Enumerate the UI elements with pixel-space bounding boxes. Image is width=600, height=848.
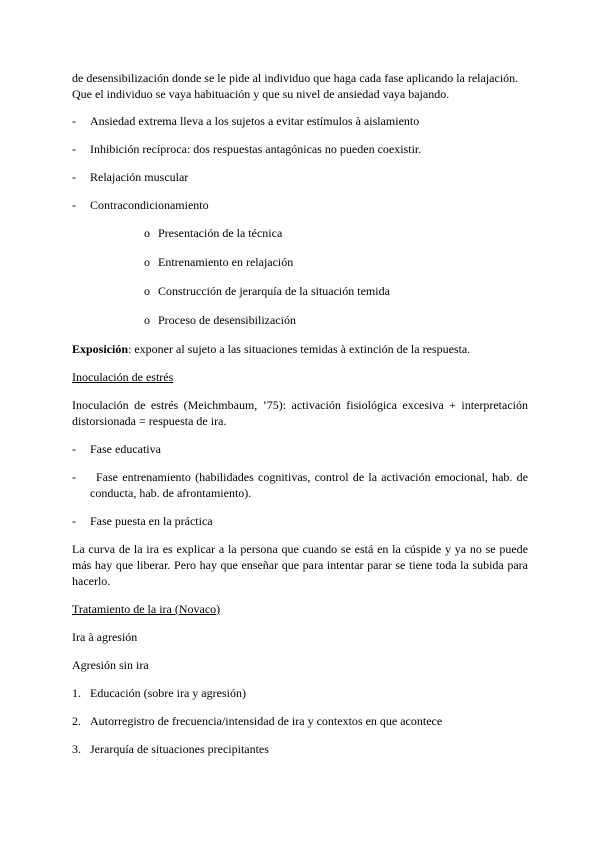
bullet-item bbox=[72, 169, 528, 185]
bullet-dash: - bbox=[72, 142, 76, 156]
bullet-text: Fase puesta en la práctica bbox=[90, 514, 213, 528]
inoculacion-paragraph: Inoculación de estrés (Meichmbaum, ’75): activación fisiológica excesiva + interpretación distorsionada = respuesta de ira. bbox=[72, 398, 528, 428]
bullet-item bbox=[72, 113, 528, 129]
exposicion-paragraph bbox=[72, 341, 528, 357]
bullet-text: Ansiedad extrema lleva a los sujetos a evitar estímulos à aislamiento bbox=[90, 114, 420, 128]
sub-list-item bbox=[72, 225, 528, 241]
section-heading-tratamiento: Tratamiento de la ira (Novaco) bbox=[72, 602, 221, 616]
bullet-item bbox=[72, 441, 528, 457]
item-text: Autorregistro de frecuencia/intensidad de ira y contextos en que acontece bbox=[90, 714, 443, 728]
agresion-sin-ira-line: Agresión sin ira bbox=[72, 658, 149, 672]
numbered-item bbox=[72, 685, 528, 701]
exposicion-term: Exposición bbox=[72, 342, 129, 356]
bullet-text: Contracondicionamiento bbox=[90, 198, 209, 212]
numbered-item bbox=[72, 741, 528, 757]
bullet-dash: - bbox=[72, 442, 76, 456]
sub-text: Construcción de jerarquía de la situación temida bbox=[158, 284, 390, 298]
exposicion-text: : exponer al sujeto a las situaciones temidas à extinción de la respuesta. bbox=[128, 342, 471, 356]
sub-text: Entrenamiento en relajación bbox=[158, 255, 294, 269]
bullet-dash: - bbox=[72, 514, 76, 528]
section-heading-inoculacion: Inoculación de estrés bbox=[72, 370, 174, 384]
item-number: 3. bbox=[72, 742, 81, 756]
bullet-dash: - bbox=[72, 470, 76, 484]
document-page bbox=[72, 70, 528, 769]
curva-paragraph: La curva de la ira es explicar a la persona que cuando se está en la cúspide y ya no se puede más hay que liberar. Pero hay que enseñar que para intentar parar se tiene toda la subida para hacerlo. bbox=[72, 542, 528, 588]
item-text: Jerarquía de situaciones precipitantes bbox=[90, 742, 269, 756]
bullet-item bbox=[72, 469, 528, 501]
sub-list-item bbox=[72, 312, 528, 328]
ira-agresion-line: Ira à agresión bbox=[72, 630, 138, 644]
bullet-text: Relajación muscular bbox=[90, 170, 189, 184]
bullet-dash: - bbox=[72, 114, 76, 128]
sub-list-item bbox=[72, 283, 528, 299]
item-number: 1. bbox=[72, 686, 81, 700]
bullet-dash: - bbox=[72, 198, 76, 212]
bullet-item bbox=[72, 197, 528, 213]
numbered-item bbox=[72, 713, 528, 729]
sub-marker: o bbox=[144, 284, 150, 298]
sub-text: Presentación de la técnica bbox=[158, 226, 283, 240]
bullet-text: Fase educativa bbox=[90, 442, 161, 456]
sub-marker: o bbox=[144, 255, 150, 269]
item-text: Educación (sobre ira y agresión) bbox=[90, 686, 246, 700]
bullet-text: Fase entrenamiento (habilidades cognitivas, control de la activación emocional, hab. de conducta, hab. de afrontamiento). bbox=[90, 470, 528, 500]
bullet-item bbox=[72, 141, 528, 157]
sub-marker: o bbox=[144, 226, 150, 240]
bullet-dash: - bbox=[72, 170, 76, 184]
sub-marker: o bbox=[144, 313, 150, 327]
sub-text: Proceso de desensibilización bbox=[158, 313, 296, 327]
sub-list-item bbox=[72, 254, 528, 270]
bullet-text: Inhibición recíproca: dos respuestas antagónicas no pueden coexistir. bbox=[90, 142, 422, 156]
bullet-item bbox=[72, 513, 528, 529]
intro-paragraph: de desensibilización donde se le pide al individuo que haga cada fase aplicando la relajación. Que el individuo se vaya habituación y que su nivel de ansiedad vaya bajando. bbox=[72, 71, 519, 101]
item-number: 2. bbox=[72, 714, 81, 728]
